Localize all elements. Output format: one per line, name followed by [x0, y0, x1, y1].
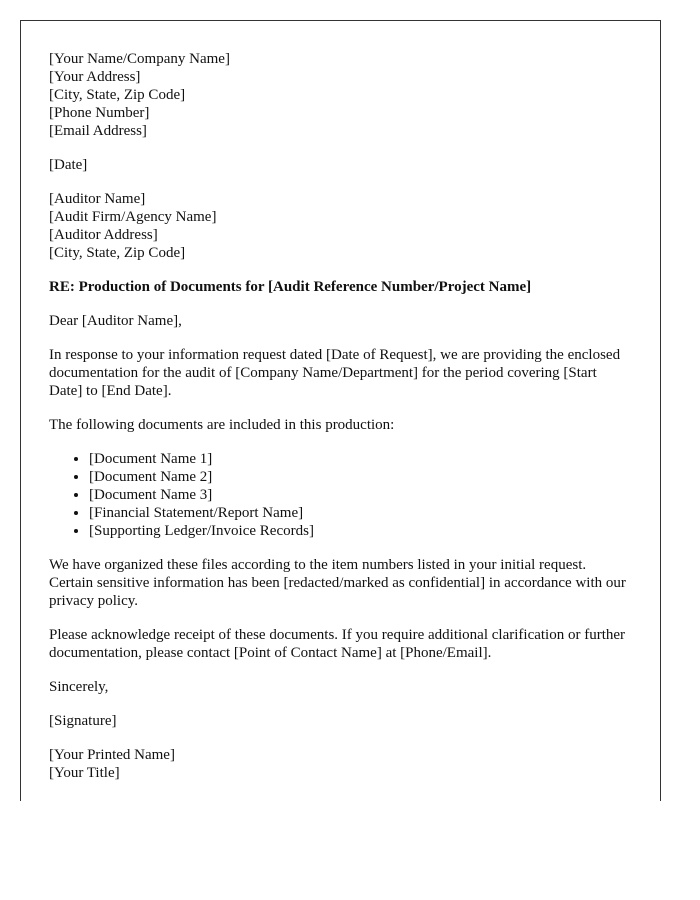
paragraph-included: The following documents are included in this production: — [49, 417, 395, 433]
sender-block — [49, 50, 632, 140]
sender-address: [Your Address] — [49, 69, 141, 85]
closing: Sincerely, — [49, 679, 109, 695]
sender-name: [Your Name/Company Name] — [49, 51, 230, 67]
list-item: • [Supporting Ledger/Invoice Records] — [89, 522, 632, 540]
signature: [Signature] — [49, 713, 117, 729]
recipient-name: [Auditor Name] — [49, 191, 146, 207]
sender-phone: [Phone Number] — [49, 105, 150, 121]
letter-document — [20, 20, 661, 801]
sender-email: [Email Address] — [49, 123, 147, 139]
sender-city: [City, State, Zip Code] — [49, 87, 186, 103]
paragraph-organization: We have organized these files according to the item numbers listed in your initial request. Certain sensitive information has been [redacted/marked as confidential] in accordance with our privacy policy. — [49, 557, 626, 609]
list-item: • [Document Name 1] — [89, 450, 632, 468]
paragraph-acknowledge: Please acknowledge receipt of these documents. If you require additional clarification or further documentation, please contact [Point of Contact Name] at [Phone/Email]. — [49, 627, 626, 661]
document-list — [49, 450, 632, 540]
list-item: • [Document Name 2] — [89, 468, 632, 486]
signer-title: [Your Title] — [49, 765, 120, 781]
list-item: • [Document Name 3] — [89, 486, 632, 504]
salutation: Dear [Auditor Name], — [49, 313, 182, 329]
recipient-firm: [Audit Firm/Agency Name] — [49, 209, 217, 225]
recipient-block — [49, 190, 632, 262]
subject-line: RE: Production of Documents for [Audit Reference Number/Project Name] — [49, 279, 532, 295]
paragraph-request: In response to your information request dated [Date of Request], we are providing the enclosed documentation for the audit of [Company Name/Department] for the period covering [Start Date] to [End Date]. — [49, 347, 621, 399]
signer-block — [49, 746, 632, 782]
list-item: • [Financial Statement/Report Name] — [89, 504, 632, 522]
printed-name: [Your Printed Name] — [49, 747, 175, 763]
recipient-city: [City, State, Zip Code] — [49, 245, 186, 261]
recipient-address: [Auditor Address] — [49, 227, 158, 243]
letter-date: [Date] — [49, 157, 88, 173]
